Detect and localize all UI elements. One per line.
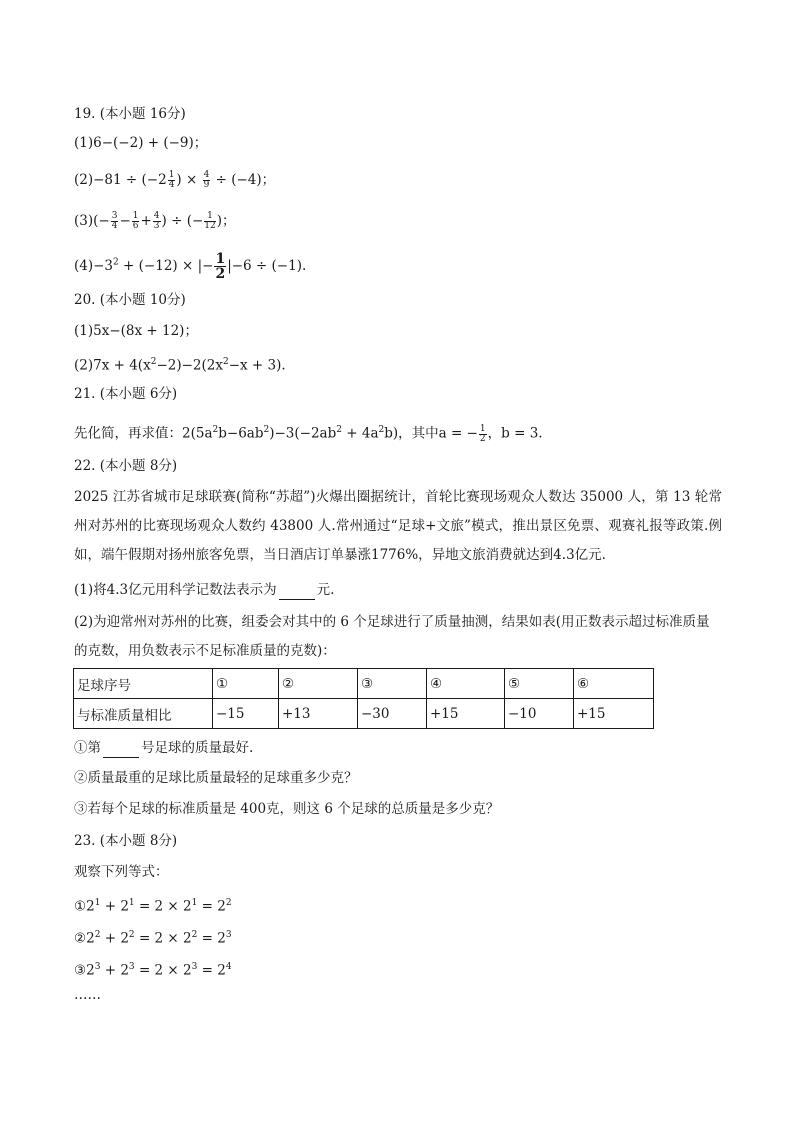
table-row [74,669,654,699]
q22-sub2: (2)为迎常州对苏州的比赛，组委会对其中的 6 个足球进行了质量抽测，结果如表(用正数表示超过标准质量的克数，用负数表示不足标准质量的克数)： [74,614,710,659]
q23-equation-3: $③2^3 + 2^3 = 2 \times 2^3 = 2^4$ [74,962,232,979]
q22-paragraph: 2025 江苏省城市足球联赛(简称“苏超”)火爆出圈据统计，首轮比赛现场观众人数达 35000 人，第 13 轮常州对苏州的比赛现场观众人数约 43800 人.常州通过“足球+文旅”模式，推出景区免票、观赛礼报等政策.例如，端午假期对扬州旅客免票，当日酒店订单暴涨1776%，异地文旅消费就达到4.3亿元. [74,489,722,563]
q22-question-b: ②质量最重的足球比质量最轻的足球重多少克？ [74,770,358,786]
q23-intro: 观察下列等式： [74,864,169,880]
quality-table [73,668,654,729]
table-cell: −15 [213,699,279,729]
q23-equation-1: $①2^1 + 2^1 = 2 \times 2^1 = 2^2$ [74,898,232,915]
table-cell: ② [279,669,358,699]
table-cell: ⑥ [574,669,654,699]
table-row [74,699,654,729]
table-cell: −30 [358,699,427,729]
table-header-cell: 足球序号 [74,669,213,699]
answer-blank[interactable] [279,585,315,600]
table-cell: +15 [427,699,505,729]
table-cell: +13 [279,699,358,729]
q19-part1: (1)6−(−2) + (−9)； [74,135,208,151]
q19-part4: $(4)-3^2 + (-12)$ × |− $\frac{1}{2}$ |−6 ÷ (−1). [74,251,307,282]
q22-title: 22. (本小题 8分) [74,458,178,474]
table-cell: +15 [574,699,654,729]
table-header-cell: 与标准质量相比 [74,699,213,729]
table-cell: ④ [427,669,505,699]
q23-title: 23. (本小题 8分) [74,833,178,849]
q20-part1: (1)5x−(8x + 12)； [74,323,198,339]
q22-question-c: ③若每个足球的标准质量是 400克，则这 6 个足球的总质量是多少克？ [74,801,500,817]
table-cell: ⑤ [505,669,574,699]
q20-part2: $(2)7x + 4(x^2-2)-2(2x^2-x + 3)$. [74,357,286,374]
q23-equation-2: $②2^2 + 2^2 = 2 \times 2^2 = 2^3$ [74,930,232,947]
answer-blank[interactable] [103,743,139,758]
q20-title: 20. (本小题 10分) [74,292,186,308]
q22-question-a: ①第 号足球的质量最好. [74,740,254,756]
table-cell: ① [213,669,279,699]
q19-part2: (2)−81 ÷ (−2 $\frac{1}{4}$ ) × $\frac{4}{9}$ ÷ (−4)； [74,170,276,190]
table-cell: −10 [505,699,574,729]
q23-ellipsis: …… [74,987,101,1003]
q22-sub1: (1)将4.3亿元用科学记数法表示为 元. [74,582,335,598]
table-cell: ③ [358,669,427,699]
q21-body: 先化简，再求值：$2(5a^2b-6ab^2)-3(-2ab^2 + 4a^2b)$，其中a = − $\frac{1}{2}$ ，b = 3. [74,423,543,444]
q21-title: 21. (本小题 6分) [74,386,178,402]
q19-title: 19. (本小题 16分) [74,106,186,122]
q19-part3: (3)(− $\frac{3}{4}$ − $\frac{1}{6}$ + $\frac{4}{3}$ ) ÷ (− $\frac{1}{12}$ )； [74,211,236,231]
